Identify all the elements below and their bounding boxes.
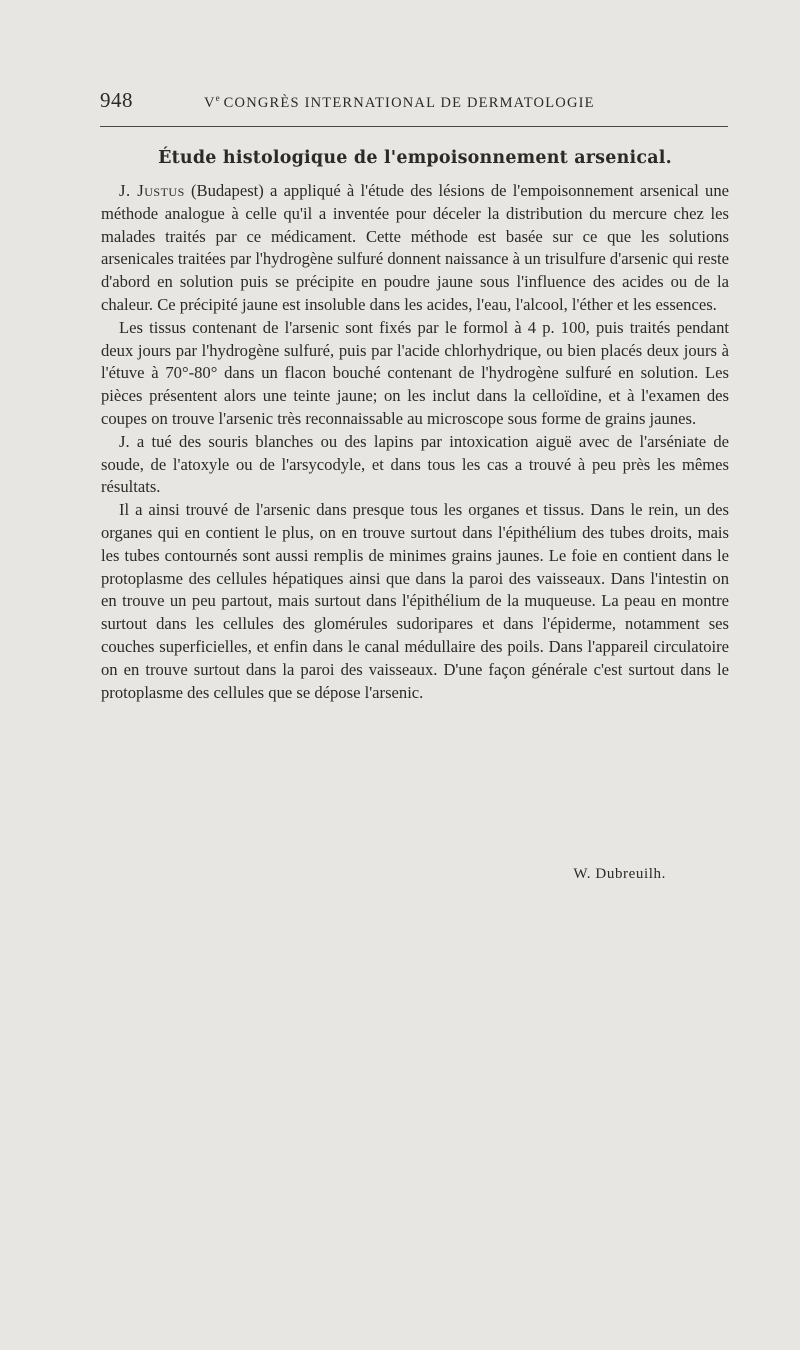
paragraph-1 bbox=[101, 180, 729, 317]
paragraph-2: Les tissus contenant de l'arsenic sont fixés par le formol à 4 p. 100, puis traités pendant deux jours par l'hydrogène sulfuré, puis par l'acide chlorhydrique, ou bien placés deux jours à l'étuve à 70°-80° dans un flacon bouché contenant de l'hydrogène sulfuré en solution. Les pièces présentent alors une teinte jaune; on les inclut dans la celloïdine, et à l'examen des coupes on trouve l'arsenic très reconnaissable au microscope sous forme de grains jaunes. bbox=[101, 317, 729, 428]
author-name: J. Justus bbox=[119, 181, 185, 200]
page-number: 948 bbox=[100, 88, 133, 112]
article-body bbox=[101, 180, 729, 704]
article-title: Étude histologique de l'empoisonnement arsenical. bbox=[158, 148, 672, 168]
running-header bbox=[100, 88, 730, 118]
running-title-text: CONGRÈS INTERNATIONAL DE DERMATOLOGIE bbox=[223, 94, 595, 111]
header-rule bbox=[100, 126, 728, 127]
signature: W. Dubreuilh. bbox=[573, 866, 666, 882]
running-title-sup: e bbox=[215, 93, 220, 103]
paragraph-4: Il a ainsi trouvé de l'arsenic dans presque tous les organes et tissus. Dans le rein, un des organes qui en contient le plus, on en trouve surtout dans l'épithélium des tubes droits, mais les tubes contournés sont aussi remplis de minimes grains jaunes. Le foie en contient dans le protoplasme des cellules hépatiques ainsi que dans la paroi des vaisseaux. Dans l'intestin on en trouve un peu partout, mais surtout dans l'épithélium de la muqueuse. La peau en montre surtout dans les cellules des glomérules sudoripares et dans l'épiderme, notamment ses couches superficielles, et enfin dans le canal médullaire des poils. Dans l'appareil circulatoire on en trouve surtout dans la paroi des vaisseaux. D'une façon générale c'est surtout dans le protoplasme des cellules que se dépose l'arsenic. bbox=[101, 500, 729, 702]
running-title-numeral: V bbox=[204, 94, 216, 111]
paragraph-1-text: (Budapest) a appliqué à l'étude des lésions de l'empoisonnement arsenical une méthode analogue à celle qu'il a inventée pour déceler la distribution du mercure chez les malades traités par ce médicament. Cette méthode est basée sur ce que les solutions arsenicales traitées par l'hydrogène sulfuré donnent naissance à un trisulfure d'arsenic qui reste d'abord en solution puis se précipite en poudre jaune sous l'influence des acides ou de la chaleur. Ce précipité jaune est insoluble dans les acides, l'eau, l'alcool, l'éther et les essences. bbox=[101, 181, 730, 314]
paragraph-3: J. a tué des souris blanches ou des lapins par intoxication aiguë avec de l'arséniate de soude, de l'atoxyle ou de l'arsycodyle, et dans tous les cas a trouvé à peu près les mêmes résultats. bbox=[101, 431, 729, 497]
running-title bbox=[204, 93, 595, 112]
